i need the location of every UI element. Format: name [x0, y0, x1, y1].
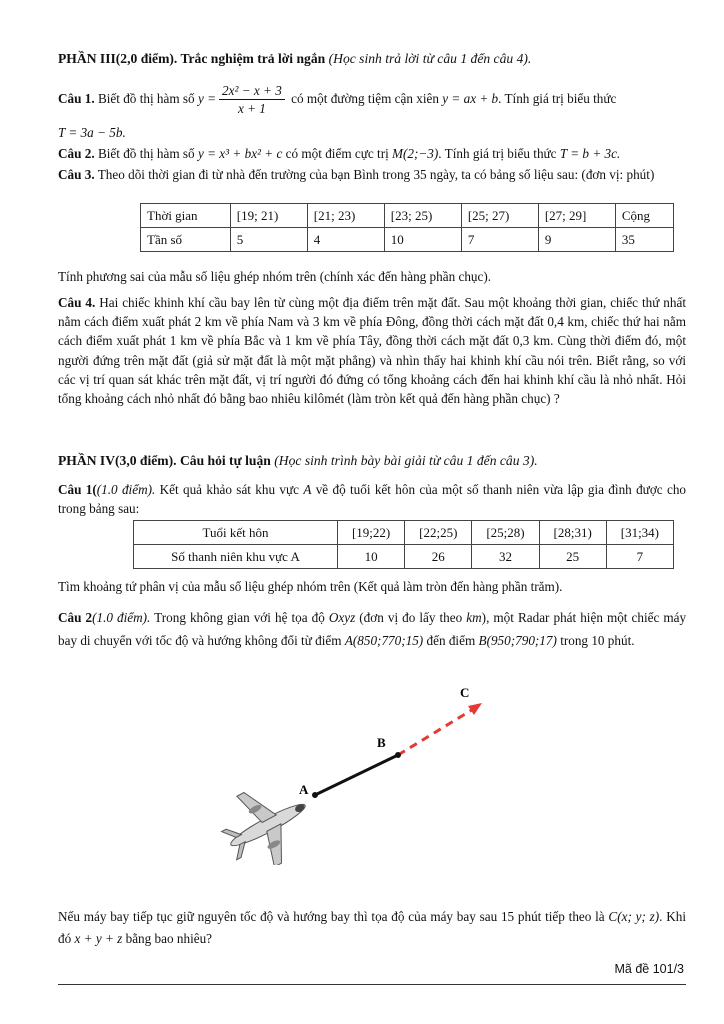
table-cell: 26 [405, 545, 472, 569]
question-text: Tìm khoảng tứ phân vị của mẫu số liệu ghép nhóm trên (Kết quả làm tròn đến hàng phần trăm). [58, 579, 563, 594]
table-cell: 25 [539, 545, 606, 569]
question-label: Câu 4. [58, 295, 96, 310]
math-expression: x + y + z [74, 931, 123, 946]
math-expression: A [303, 482, 312, 497]
question-points: (1.0 điểm). [96, 482, 156, 497]
label-b: B [377, 735, 386, 750]
table-cell: 7 [606, 545, 673, 569]
table-cell: [28;31) [539, 521, 606, 545]
table-cell: 32 [472, 545, 539, 569]
part4-title: PHẦN IV(3,0 điểm). Câu hỏi tự luận [58, 453, 271, 468]
part3-question-2 [58, 145, 686, 164]
table-cell: Cộng [615, 204, 673, 228]
question-text: . Tính giá trị biểu thức [438, 146, 557, 161]
math-expression: T = b + 3c. [559, 146, 621, 161]
question-text: có một đường tiệm cận xiên [291, 91, 439, 106]
question-label: Câu 2. [58, 146, 95, 161]
table-row [134, 545, 674, 569]
table-row [141, 204, 674, 228]
part3-question-3 [58, 166, 686, 185]
part4-question-1-task [58, 578, 686, 597]
question-text: Nếu máy bay tiếp tục giữ nguyên tốc độ và hướng bay thì tọa độ của máy bay sau 15 phút tiếp theo là [58, 909, 605, 924]
question-text: về độ tuổi kết hôn của một số thanh niên vừa lập gia đình được cho trong bảng sau: [58, 482, 687, 516]
table-cell: [23; 25) [384, 204, 461, 228]
question-text: (đơn vị đo lấy theo [359, 610, 463, 625]
segment-ab [315, 755, 398, 795]
part3-question-4 [58, 293, 686, 408]
math-expression: B(950;790;17) [478, 633, 557, 648]
question-text: Theo dõi thời gian đi từ nhà đến trường của bạn Bình trong 35 ngày, ta có bảng số liệu sau: (đơn vị: phút) [97, 167, 655, 182]
table-cell: 9 [538, 228, 615, 252]
part3-title: PHẦN III(2,0 điểm). Trắc nghiệm trả lời ngắn [58, 51, 326, 66]
fraction-numerator: 2x² − x + 3 [219, 82, 285, 100]
table-cell: 10 [384, 228, 461, 252]
part4-question-2-task [58, 906, 686, 950]
question-text: Biết đồ thị hàm số [97, 146, 195, 161]
question-label: Câu 1( [58, 482, 97, 497]
part4-question-2 [58, 606, 686, 652]
part3-heading [58, 50, 686, 69]
part3-note: (Học sinh trả lời từ câu 1 đến câu 4). [328, 51, 532, 66]
math-expression: km [466, 610, 482, 625]
footer-divider [58, 984, 686, 985]
part4-note: (Học sinh trình bày bài giải từ câu 1 đến câu 3). [274, 453, 538, 468]
question-label: Câu 2 [58, 610, 93, 625]
table-cell: 4 [307, 228, 384, 252]
table-cell: 35 [615, 228, 673, 252]
question-label: Câu 3. [58, 167, 95, 182]
table-cell: [25; 27) [461, 204, 538, 228]
part4-question-1 [58, 481, 686, 518]
point-a [312, 792, 318, 798]
table-cell: [25;28) [472, 521, 539, 545]
arrowhead-icon [468, 703, 482, 715]
table-cell: 5 [230, 228, 307, 252]
math-expression: M(2;−3) [392, 146, 439, 161]
question-text: đến điểm [426, 633, 476, 648]
fraction [219, 82, 285, 117]
question-text: Biết đồ thị hàm số [97, 91, 195, 106]
table-cell: Tuổi kết hôn [134, 521, 338, 545]
question-text: . Khi đó [58, 909, 687, 946]
table-cell: [19; 21) [230, 204, 307, 228]
part3-question-1 [58, 80, 686, 118]
math-expression: y = ax + b [442, 91, 499, 106]
table-cell: [27; 29] [538, 204, 615, 228]
question-text: có một điểm cực trị [285, 146, 389, 161]
question-points: (1.0 điểm). [92, 610, 151, 625]
table-cell: [22;25) [405, 521, 472, 545]
question-text: Kết quả khảo sát khu vực [159, 482, 299, 497]
question-label: Câu 1. [58, 91, 95, 106]
part3-question-1-expr [58, 124, 686, 143]
math-expression: T = 3a − 5b. [58, 125, 126, 140]
math-expression: A(850;770;15) [344, 633, 424, 648]
table-cell: 10 [338, 545, 405, 569]
math-expression: y = x³ + bx² + c [197, 146, 283, 161]
table-cell: [31;34) [606, 521, 673, 545]
math-expression: C(x; y; z) [608, 909, 660, 924]
label-a: A [299, 782, 309, 797]
question-text: trong 10 phút. [560, 633, 635, 648]
table-cell: [19;22) [338, 521, 405, 545]
table-cell: Tần số [141, 228, 231, 252]
part4-heading [58, 452, 686, 471]
math-expression: Oxyz [328, 610, 356, 625]
question-text: Trong không gian với hệ tọa độ [154, 610, 325, 625]
question-text: bằng bao nhiêu? [125, 931, 213, 946]
exam-code-footer: Mã đề 101/3 [614, 962, 684, 976]
flight-path-figure [220, 675, 520, 865]
table-cell: [21; 23) [307, 204, 384, 228]
marriage-age-table [133, 520, 674, 569]
segment-bc-dashed [398, 708, 475, 755]
part3-question-3-task [58, 268, 686, 287]
table-row [141, 228, 674, 252]
question-text: ), một Radar phát hiện một chiếc máy bay di chuyển với tốc độ và hướng không đổi từ điểm [58, 610, 687, 648]
question-text: . Tính giá trị biểu thức [498, 91, 617, 106]
table-cell: Thời gian [141, 204, 231, 228]
frequency-table [140, 203, 674, 252]
question-text: Tính phương sai của mẫu số liệu ghép nhóm trên (chính xác đến hàng phần chục). [58, 269, 492, 284]
point-b [395, 752, 401, 758]
fraction-denominator: x + 1 [237, 101, 266, 117]
table-row [134, 521, 674, 545]
table-cell: 7 [461, 228, 538, 252]
math-expression: y = [197, 91, 217, 106]
label-c: C [460, 685, 470, 700]
table-cell: Số thanh niên khu vực A [134, 545, 338, 569]
question-text: Hai chiếc khinh khí cầu bay lên từ cùng một địa điểm trên mặt đất. Sau một khoảng thời gian, chiếc thứ nhất nằm cách điểm xuất phát 2 km về phía Nam và 3 km về phía Đông, đồng thời cách mặt đất 0,4 km, chiếc thứ hai nằm cách điểm xuất phát 1 km về phía Bắc và 1 km về phía Tây, đồng thời cách mặt đất 0,3 km. Cùng thời điểm đó, một người đứng trên mặt đất (giả sử mặt đất là một mặt phẳng) và nhìn thấy hai khinh khí cầu nói trên. Biết rằng, so với các vị trí quan sát khác trên mặt đất, vị trí người đó đứng có tổng khoảng cách đến hai khinh khí cầu là nhỏ nhất. Hỏi tổng khoảng cách nhỏ nhất đó bằng bao nhiêu kilômét (làm tròn kết quả đến hàng phần chục) ? [58, 295, 686, 407]
